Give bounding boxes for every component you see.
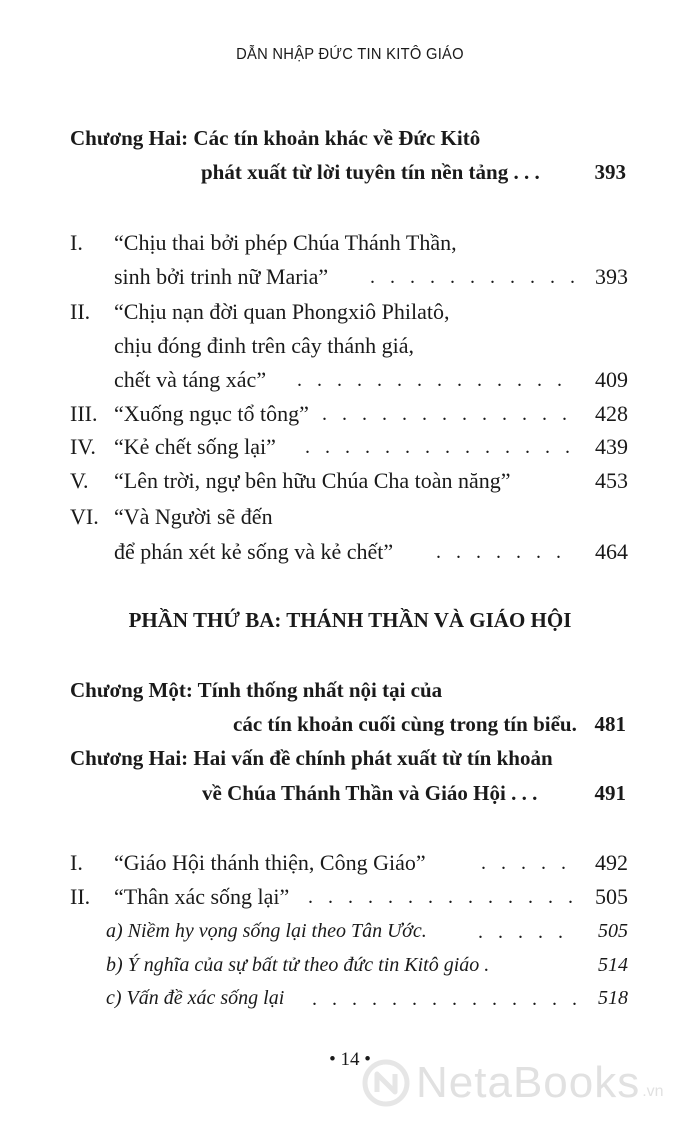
dot-leader xyxy=(481,852,577,874)
dot-leader xyxy=(436,541,577,563)
part-three-title[interactable]: PHẦN THỨ BA: THÁNH THẦN VÀ GIÁO HỘI xyxy=(128,608,572,632)
dot-leader xyxy=(478,921,577,943)
toc-item-line1[interactable]: “Giáo Hội thánh thiện, Công Giáo” xyxy=(114,850,426,875)
item-numeral: II. xyxy=(70,299,91,324)
item-numeral: I. xyxy=(70,230,83,255)
page-number: • 14 • xyxy=(329,1049,371,1070)
item-numeral: IV. xyxy=(70,434,96,459)
dot-leader xyxy=(322,403,577,425)
toc-subitem-page: 514 xyxy=(598,954,628,976)
toc-item-page: 393 xyxy=(595,264,628,289)
toc-item-page: 453 xyxy=(595,468,628,493)
toc-subitem-page: 505 xyxy=(598,920,628,942)
toc-item-line1[interactable]: “Và Người sẽ đến xyxy=(114,504,273,529)
toc-item-line1[interactable]: “Lên trời, ngự bên hữu Chúa Cha toàn năng” xyxy=(114,468,511,493)
chapter-two-part3-title-line1[interactable]: Chương Hai: Hai vấn đề chính phát xuất từ tín khoản xyxy=(70,746,553,770)
chapter-two-title-line2[interactable]: phát xuất từ lời tuyên tín nền tảng . . . xyxy=(201,160,540,184)
toc-item-page: 505 xyxy=(595,884,628,909)
chapter-two-part3-page: 491 xyxy=(594,781,626,805)
netabooks-logo-icon xyxy=(362,1059,410,1107)
running-header: DẪN NHẬP ĐỨC TIN KITÔ GIÁO xyxy=(236,46,464,63)
dot-leader xyxy=(297,369,577,391)
toc-item-line2[interactable]: để phán xét kẻ sống và kẻ chết” xyxy=(114,539,394,564)
item-numeral: I. xyxy=(70,850,83,875)
netabooks-watermark xyxy=(362,1052,692,1114)
item-numeral: III. xyxy=(70,401,98,426)
item-numeral: II. xyxy=(70,884,91,909)
chapter-one-title-line1[interactable]: Chương Một: Tính thống nhất nội tại của xyxy=(70,678,443,702)
toc-item-line2[interactable]: chịu đóng đinh trên cây thánh giá, xyxy=(114,333,414,358)
toc-item-page: 428 xyxy=(595,401,628,426)
toc-item-page: 464 xyxy=(595,539,628,564)
chapter-one-title-line2[interactable]: các tín khoản cuối cùng trong tín biểu. xyxy=(233,712,577,736)
toc-item-page: 492 xyxy=(595,850,628,875)
dot-leader xyxy=(370,266,577,288)
toc-item-line1[interactable]: “Chịu thai bởi phép Chúa Thánh Thần, xyxy=(114,230,457,255)
chapter-two-part3-title-line2[interactable]: về Chúa Thánh Thần và Giáo Hội . . . xyxy=(202,781,538,805)
toc-item-page: 439 xyxy=(595,434,628,459)
toc-item-line2[interactable]: sinh bởi trinh nữ Maria” xyxy=(114,264,329,289)
watermark-suffix: .vn xyxy=(642,1083,664,1100)
watermark-text: NetaBooks xyxy=(416,1058,641,1107)
chapter-two-title-line1[interactable]: Chương Hai: Các tín khoản khác về Đức Kitô xyxy=(70,126,481,150)
toc-item-line1[interactable]: “Chịu nạn đời quan Phongxiô Philatô, xyxy=(114,299,450,324)
toc-item-page: 409 xyxy=(595,367,628,392)
toc-item-line1[interactable]: “Xuống ngục tổ tông” xyxy=(114,401,309,426)
toc-subitem[interactable]: a) Niềm hy vọng sống lại theo Tân Ước. xyxy=(106,920,427,942)
chapter-two-page: 393 xyxy=(594,160,626,184)
toc-subitem-page: 518 xyxy=(598,987,628,1009)
toc-subitem[interactable]: c) Vấn đề xác sống lại xyxy=(106,987,285,1009)
dot-leader xyxy=(305,436,577,458)
toc-subitem[interactable]: b) Ý nghĩa của sự bất tử theo đức tin Kitô giáo . xyxy=(106,954,490,976)
dot-leader xyxy=(312,988,577,1010)
toc-item-line1[interactable]: “Kẻ chết sống lại” xyxy=(114,434,276,459)
item-numeral: VI. xyxy=(70,504,99,529)
item-numeral: V. xyxy=(70,468,89,493)
chapter-one-page: 481 xyxy=(594,712,626,736)
toc-item-line3[interactable]: chết và táng xác” xyxy=(114,367,267,392)
dot-leader xyxy=(308,886,577,908)
toc-item-line1[interactable]: “Thân xác sống lại” xyxy=(114,884,290,909)
